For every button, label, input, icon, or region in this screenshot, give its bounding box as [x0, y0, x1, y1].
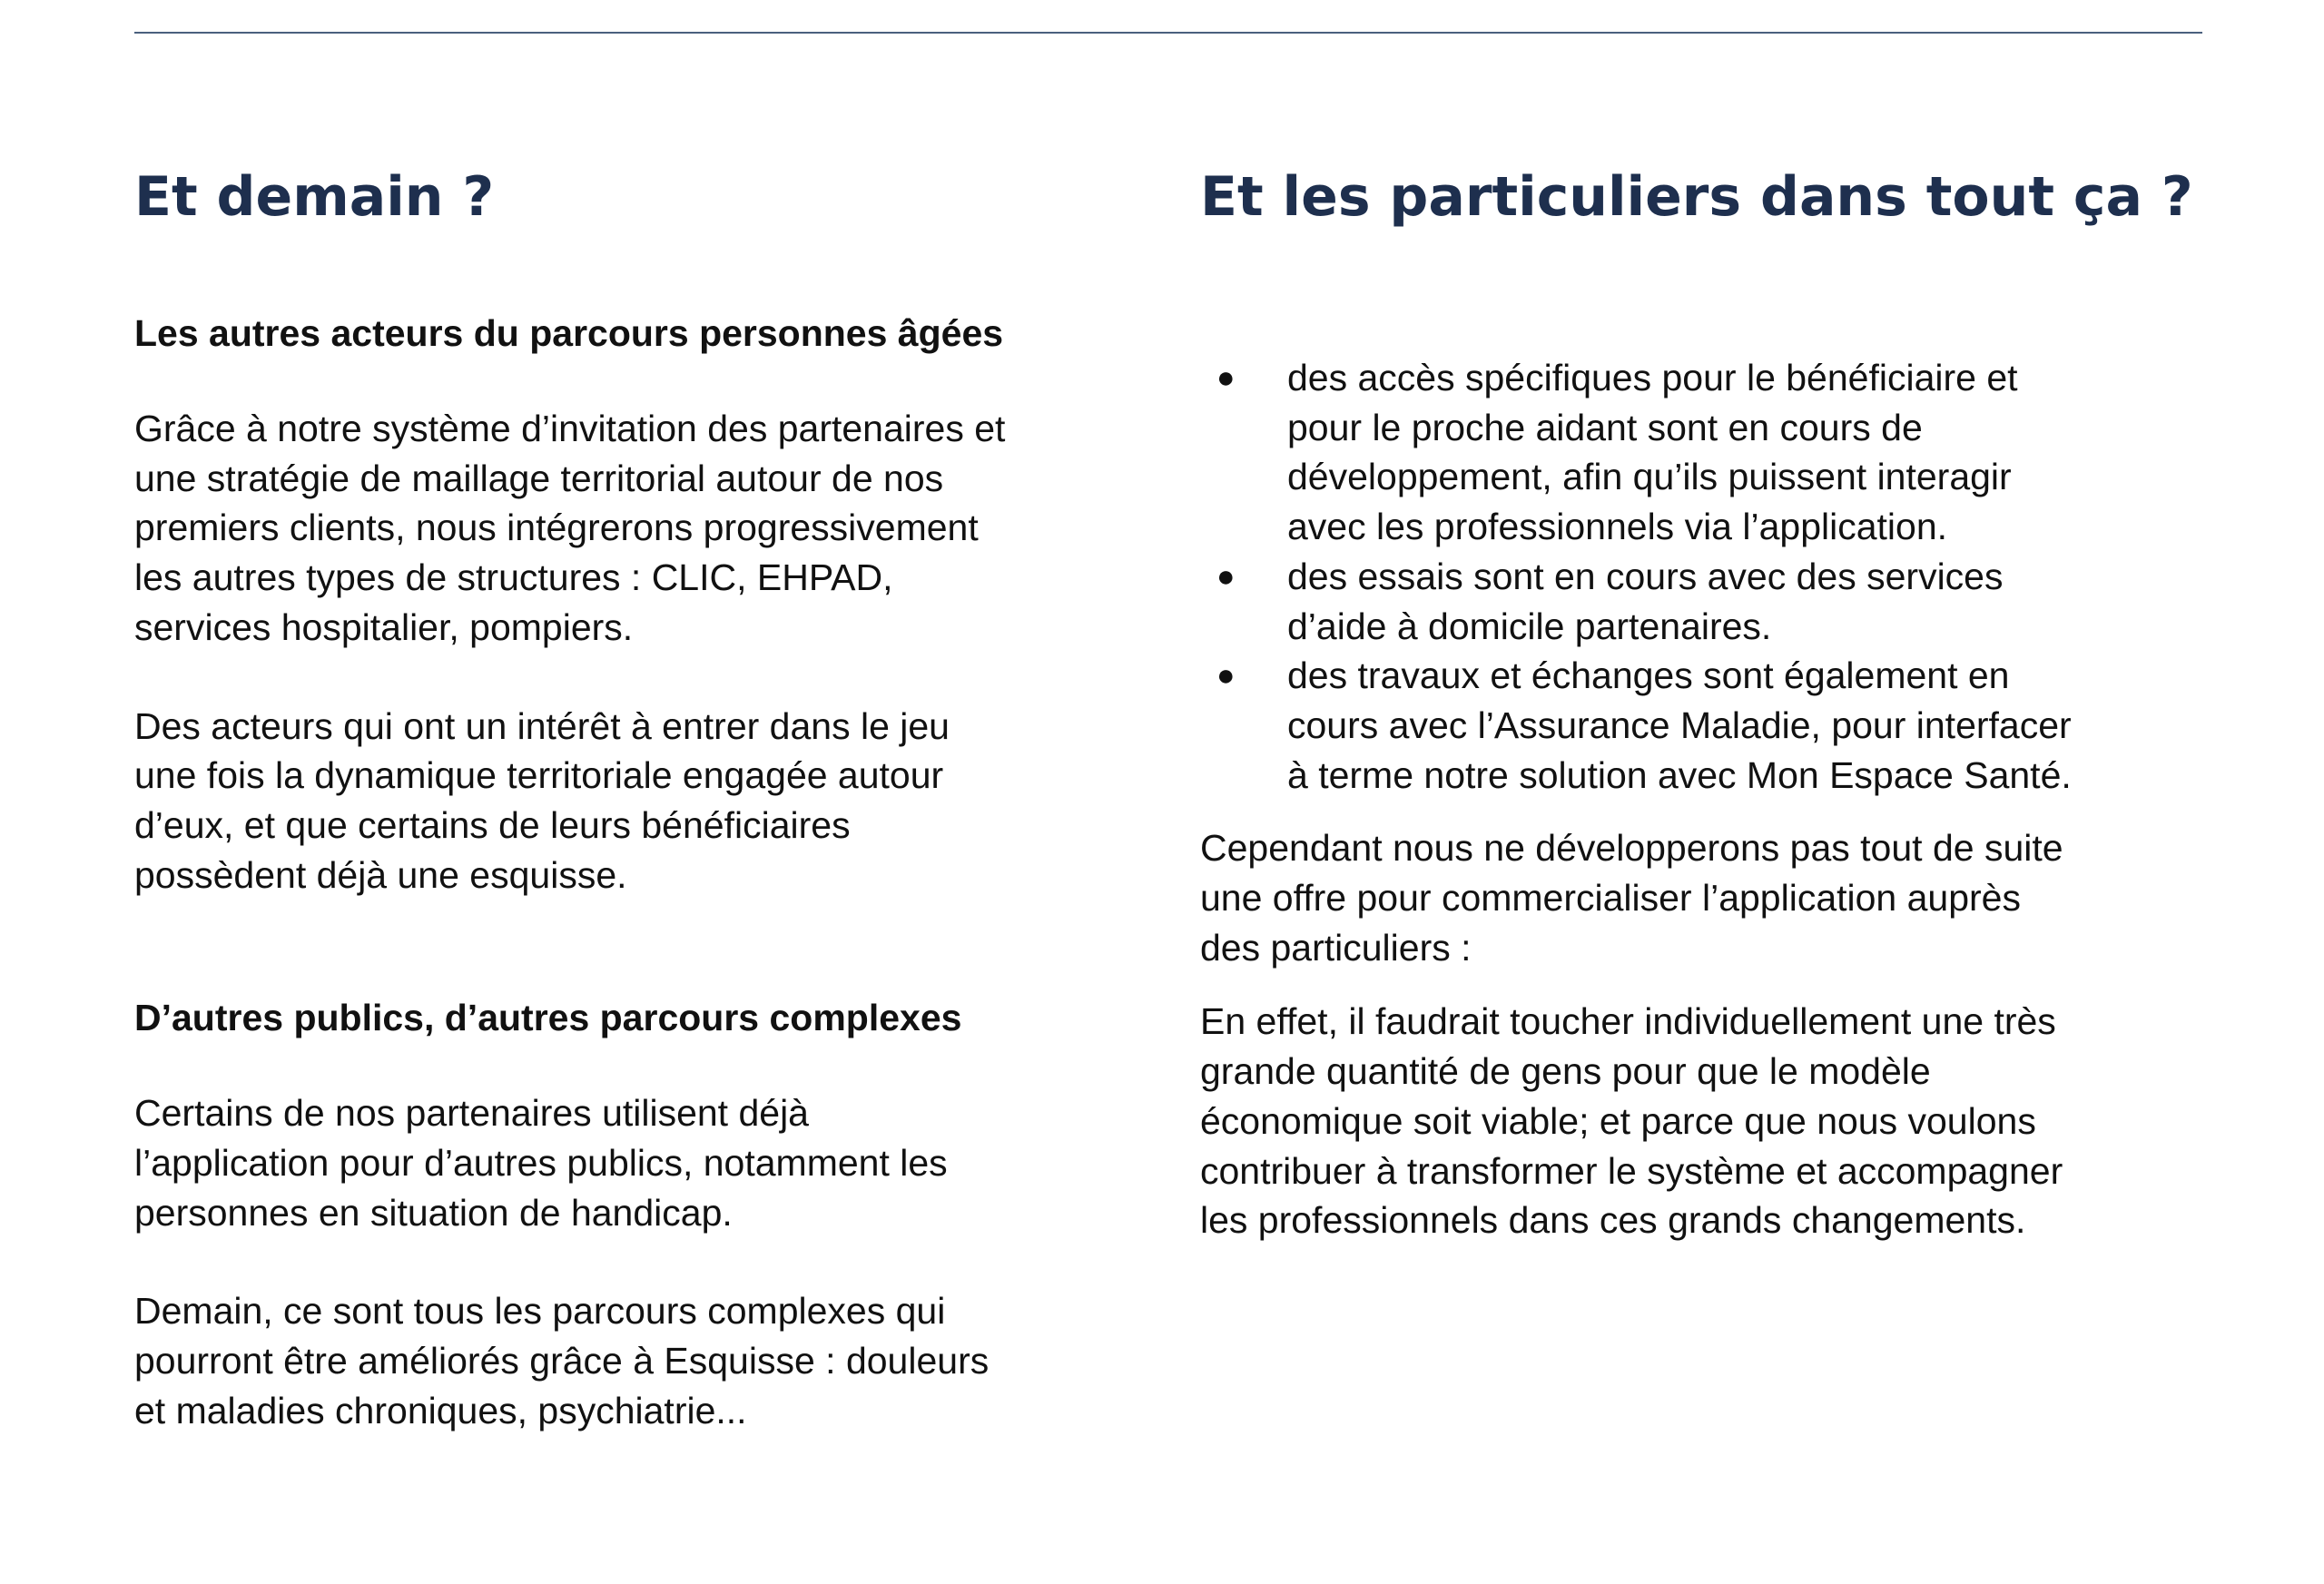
list-item: ● des accès spécifiques pour le bénéficiaire et pour le proche aidant sont en cours de développement, afin qu’ils puissent interagir avec les professionnels via l’application. — [1200, 353, 2217, 552]
paragraph-partners-usage: Certains de nos partenaires utilisent déjà l’application pour d’autres publics, notamment les personnes en situation de handicap. — [134, 1092, 948, 1234]
paragraph-tomorrow: Demain, ce sont tous les parcours complexes qui pourront être améliorés grâce à Esquisse : douleurs et maladies chroniques, psychiatrie... — [134, 1290, 990, 1432]
left-title: Et demain ? — [134, 165, 495, 229]
right-title: Et les particuliers dans tout ça ? — [1200, 165, 2193, 229]
bullet-list — [1200, 353, 2217, 800]
list-item: ● des travaux et échanges sont également en cours avec l’Assurance Maladie, pour interfacer à terme notre solution avec Mon Espace Santé. — [1200, 651, 2217, 800]
paragraph-however: Cependant nous ne développerons pas tout de suite une offre pour commercialiser l’application auprès des particuliers : — [1200, 827, 2063, 969]
bullet-icon: ● — [1216, 360, 1236, 395]
section-heading-other-publics: D’autres publics, d’autres parcours complexes — [134, 997, 962, 1039]
list-item: ● des essais sont en cours avec des services d’aide à domicile partenaires. — [1200, 552, 2217, 651]
section-heading-elderly-actors: Les autres acteurs du parcours personnes âgées — [134, 312, 1004, 354]
paragraph-interested-actors: Des acteurs qui ont un intérêt à entrer dans le jeu une fois la dynamique territoriale engagée autour d’eux, et que certains de leurs bénéficiaires possèdent déjà une esquisse. — [134, 704, 950, 896]
paragraph-invitation-system: Grâce à notre système d’invitation des partenaires et une stratégie de maillage territorial autour de nos premiers clients, nous intégrerons progressivement les autres types de structures : CLIC, EHPAD, services hospitalier, pompiers. — [134, 408, 1006, 648]
left-column — [134, 159, 1115, 1436]
right-column — [1200, 159, 2217, 1245]
top-divider — [134, 32, 2202, 34]
bullet-icon: ● — [1216, 558, 1236, 594]
bullet-icon: ● — [1216, 658, 1236, 694]
paragraph-indeed: En effet, il faudrait toucher individuellement une très grande quantité de gens pour que le modèle économique soit viable; et parce que nous voulons contribuer à transformer le système et accompagner les professionnels dans ces grands changements. — [1200, 1000, 2063, 1242]
